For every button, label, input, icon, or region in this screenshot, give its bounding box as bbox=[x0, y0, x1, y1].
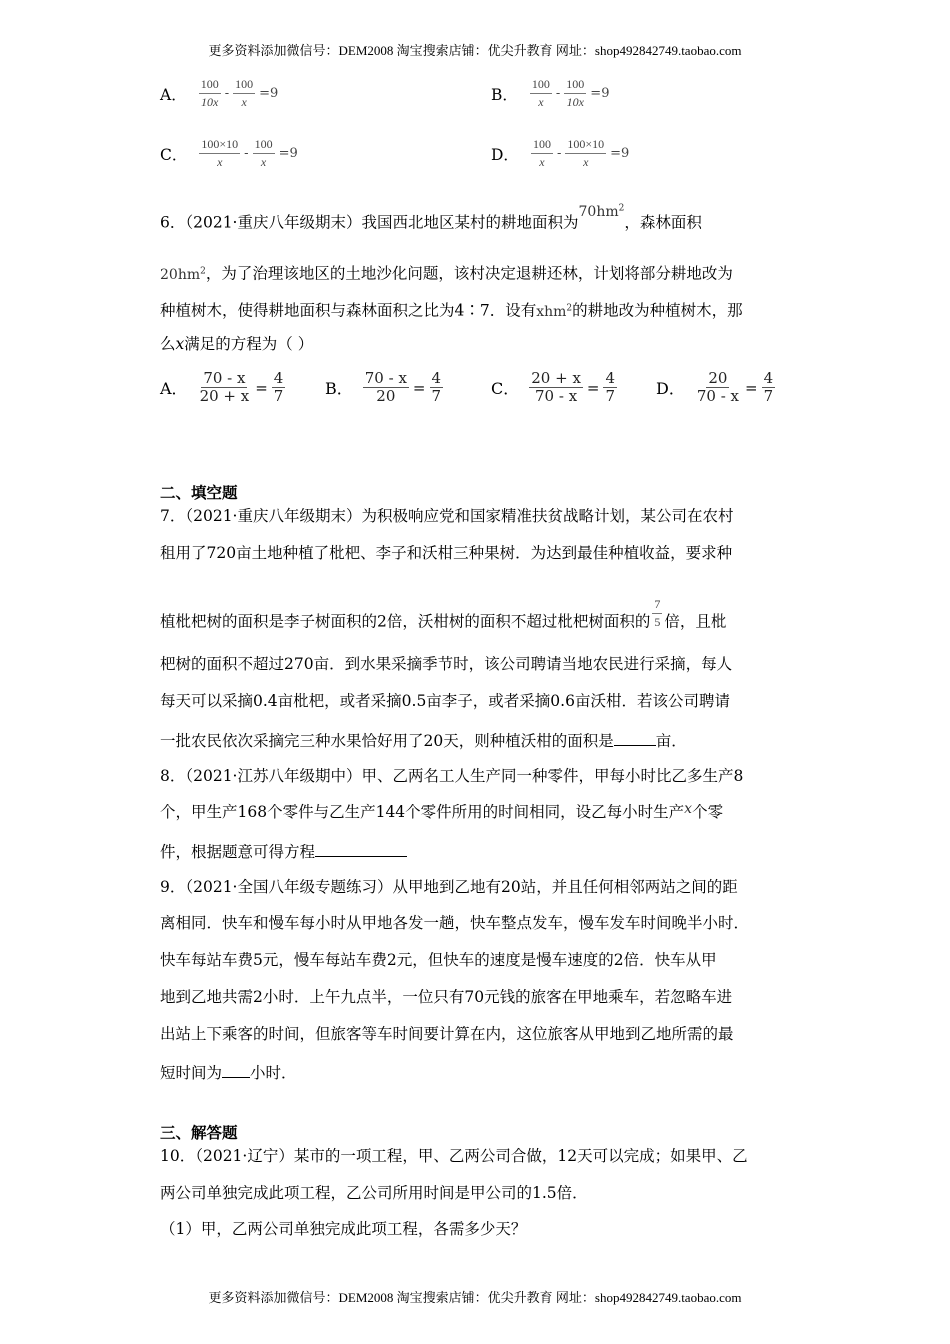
option-label: B． bbox=[491, 85, 518, 104]
text: 满足的方程为（ ） bbox=[184, 335, 314, 353]
minus-sign: - bbox=[224, 86, 230, 101]
denominator: 5 bbox=[654, 615, 661, 629]
fraction bbox=[199, 76, 221, 111]
numerator: 100 bbox=[531, 136, 553, 154]
text: 小时． bbox=[250, 1064, 297, 1082]
text: 20hm bbox=[160, 266, 201, 283]
numerator: 70 - x bbox=[203, 369, 246, 387]
q6-option-a bbox=[160, 370, 287, 405]
option-label: C． bbox=[160, 145, 188, 164]
fraction bbox=[565, 136, 606, 171]
denominator: 20 bbox=[376, 387, 396, 405]
denominator: x bbox=[241, 95, 247, 109]
equals-nine: =9 bbox=[610, 146, 630, 161]
option-label: C． bbox=[491, 379, 520, 398]
q8-line-1: 8．（2021·江苏八年级期中）甲、乙两名工人生产同一种零件，甲每小时比乙多生产8 bbox=[160, 767, 744, 785]
equals-sign: = bbox=[412, 378, 426, 397]
superscript: 2 bbox=[566, 303, 573, 313]
fraction bbox=[603, 370, 617, 405]
q6-line-3 bbox=[160, 298, 743, 322]
answer-blank bbox=[614, 729, 656, 746]
section-heading-solve: 三、解答题 bbox=[160, 1124, 238, 1142]
numerator: 4 bbox=[431, 369, 442, 387]
section-heading-fill-in: 二、填空题 bbox=[160, 484, 238, 502]
denominator: x bbox=[583, 155, 589, 169]
denominator: 7 bbox=[431, 387, 442, 405]
text: xhm bbox=[536, 303, 567, 320]
denominator: x bbox=[539, 155, 545, 169]
text: 个零 bbox=[692, 803, 724, 821]
fraction bbox=[529, 370, 583, 405]
q6-line-2 bbox=[160, 261, 733, 285]
q6-option-c bbox=[491, 370, 619, 405]
q7-line-4: 杷树的面积不超过270亩．到水果采摘季节时，该公司聘请当地农民进行采摘，每人 bbox=[160, 655, 733, 673]
option-label: A． bbox=[160, 379, 188, 398]
denominator: 7 bbox=[273, 387, 284, 405]
text: ，为了治理该地区的土地沙化问题，该村决定退耕还林，计划将部分耕地改为 bbox=[205, 264, 733, 283]
equals-nine: =9 bbox=[259, 86, 279, 101]
numerator: 100 bbox=[199, 76, 221, 94]
equals-sign: = bbox=[586, 378, 600, 397]
numerator: 100 bbox=[253, 136, 275, 154]
denominator: 10x bbox=[201, 95, 219, 109]
answer-blank bbox=[315, 840, 407, 857]
text: 件，根据题意可得方程 bbox=[160, 843, 316, 861]
denominator: x bbox=[217, 155, 223, 169]
denominator: 70 - x bbox=[535, 387, 578, 405]
fraction bbox=[199, 136, 240, 171]
text: 短时间为 bbox=[160, 1064, 223, 1082]
q5-option-c bbox=[160, 136, 300, 171]
denominator: 7 bbox=[763, 387, 774, 405]
equals-nine: =9 bbox=[278, 146, 298, 161]
q7-line-6 bbox=[160, 729, 687, 751]
fraction bbox=[564, 76, 586, 111]
q5-option-d bbox=[491, 136, 631, 171]
q8-line-2 bbox=[160, 802, 723, 823]
superscript: 2 bbox=[200, 266, 206, 276]
text: 种植树木，使得耕地面积与森林面积之比为4∶7．设有 bbox=[160, 301, 537, 320]
text: 一批农民依次采摘完三种水果恰好用了20天，则种植沃柑的面积是 bbox=[160, 732, 614, 750]
q9-line-1: 9．（2021·全国八年级专题练习）从甲地到乙地有20站，并且任何相邻两站之间的距 bbox=[160, 878, 738, 896]
numerator: 20 bbox=[708, 369, 728, 387]
denominator: x bbox=[538, 95, 544, 109]
q7-line-3 bbox=[160, 597, 727, 640]
q7-line-5: 每天可以采摘0.4亩枇杷，或者采摘0.5亩李子，或者采摘0.6亩沃柑．若该公司聘请 bbox=[160, 692, 730, 710]
text: 倍，且枇 bbox=[664, 612, 727, 631]
text: 亩． bbox=[655, 732, 687, 750]
numerator: 4 bbox=[273, 369, 284, 387]
page-footer: 更多资料添加微信号：DEM2008 淘宝搜索店铺：优尖升教育 网址：shop492842749.taobao.com bbox=[208, 1290, 742, 1305]
equals-nine: =9 bbox=[590, 86, 610, 101]
minus-sign: - bbox=[244, 146, 249, 161]
text: 个，甲生产168个零件与乙生产144个零件所用的时间相同，设乙每小时生产 bbox=[160, 803, 685, 821]
math-70hm2 bbox=[579, 204, 625, 220]
q7-line-1: 7．（2021·重庆八年级期末）为积极响应党和国家精准扶贫战略计划，某公司在农村 bbox=[160, 507, 734, 525]
numerator: 100 bbox=[530, 76, 552, 94]
q5-option-a bbox=[160, 76, 280, 111]
fraction-7-5 bbox=[652, 596, 662, 631]
q8-line-3 bbox=[160, 840, 407, 862]
option-label: A． bbox=[160, 85, 187, 104]
numerator: 4 bbox=[763, 369, 774, 387]
fraction bbox=[198, 370, 252, 405]
option-label: D． bbox=[656, 379, 685, 398]
equals-sign: = bbox=[745, 378, 758, 397]
numerator: 7 bbox=[652, 596, 662, 614]
numerator: 100 bbox=[233, 76, 255, 94]
q9-line-5: 出站上下乘客的时间，但旅客等车时间要计算在内，这位旅客从甲地到乙地所需的最 bbox=[160, 1025, 734, 1043]
numerator: 70 - x bbox=[364, 369, 407, 387]
answer-blank bbox=[222, 1061, 250, 1078]
q9-line-3: 快车每站车费5元，慢车每站车费2元，但快车的速度是慢车速度的2倍．快车从甲 bbox=[160, 951, 717, 969]
minus-sign: - bbox=[556, 146, 562, 161]
page-header: 更多资料添加微信号：DEM2008 淘宝搜索店铺：优尖升教育 网址：shop492842749.taobao.com bbox=[208, 43, 742, 58]
option-label: B． bbox=[325, 379, 353, 398]
text: 6．（2021·重庆八年级期末）我国西北地区某村的耕地面积为 bbox=[160, 213, 579, 232]
text: ，森林面积 bbox=[624, 213, 702, 232]
denominator: 10x bbox=[566, 95, 584, 109]
q9-line-2: 离相同．快车和慢车每小时从甲地各发一趟，快车整点发车，慢车发车时间晚半小时． bbox=[160, 914, 750, 932]
q5-option-b bbox=[491, 76, 611, 111]
text: 植枇杷树的面积是李子树面积的2倍，沃柑树的面积不超过枇杷树面积的 bbox=[160, 612, 651, 631]
q6-option-b bbox=[325, 370, 445, 405]
q6-line-1 bbox=[160, 203, 702, 234]
numerator: 4 bbox=[605, 369, 616, 387]
denominator: 7 bbox=[605, 387, 616, 405]
equals-sign: = bbox=[255, 378, 268, 397]
denominator: 20 + x bbox=[199, 387, 250, 405]
numerator: 100×10 bbox=[199, 136, 240, 154]
fraction bbox=[272, 370, 286, 405]
numerator: 100×10 bbox=[565, 136, 606, 154]
text: 么 bbox=[160, 335, 176, 353]
fraction bbox=[695, 370, 741, 405]
fraction bbox=[530, 76, 552, 111]
q6-option-d bbox=[656, 370, 777, 405]
superscript: 2 bbox=[618, 203, 625, 213]
text: 的耕地改为种植树木，那 bbox=[572, 301, 743, 320]
q6-line-4 bbox=[160, 334, 313, 354]
text: 70hm bbox=[578, 203, 619, 220]
variable-x: x bbox=[684, 801, 693, 817]
denominator: 70 - x bbox=[696, 387, 739, 405]
q10-line-1: 10．（2021·辽宁）某市的一项工程，甲、乙两公司合做，12天可以完成；如果甲、乙 bbox=[160, 1147, 748, 1165]
q10-line-3: （1）甲，乙两公司单独完成此项工程，各需多少天？ bbox=[160, 1220, 527, 1238]
fraction bbox=[430, 370, 444, 405]
numerator: 20 + x bbox=[531, 369, 581, 387]
fraction bbox=[253, 136, 275, 171]
q7-line-2: 租用了720亩土地种植了枇杷、李子和沃柑三种果树．为达到最佳种植收益，要求种 bbox=[160, 544, 733, 562]
q9-line-4: 地到乙地共需2小时．上午九点半，一位只有70元钱的旅客在甲地乘车，若忽略车进 bbox=[160, 988, 733, 1006]
option-label: D． bbox=[491, 145, 519, 164]
variable-x: x bbox=[175, 335, 185, 353]
denominator: x bbox=[260, 155, 267, 169]
fraction bbox=[531, 136, 553, 171]
math-xhm2 bbox=[536, 304, 572, 320]
fraction bbox=[363, 370, 409, 405]
fraction bbox=[762, 370, 776, 405]
fraction bbox=[233, 76, 255, 111]
minus-sign: - bbox=[555, 86, 561, 101]
numerator: 100 bbox=[564, 76, 586, 94]
math-20hm2 bbox=[160, 267, 206, 283]
q9-line-6 bbox=[160, 1061, 297, 1083]
q10-line-2: 两公司单独完成此项工程，乙公司所用时间是甲公司的1.5倍． bbox=[160, 1184, 588, 1202]
